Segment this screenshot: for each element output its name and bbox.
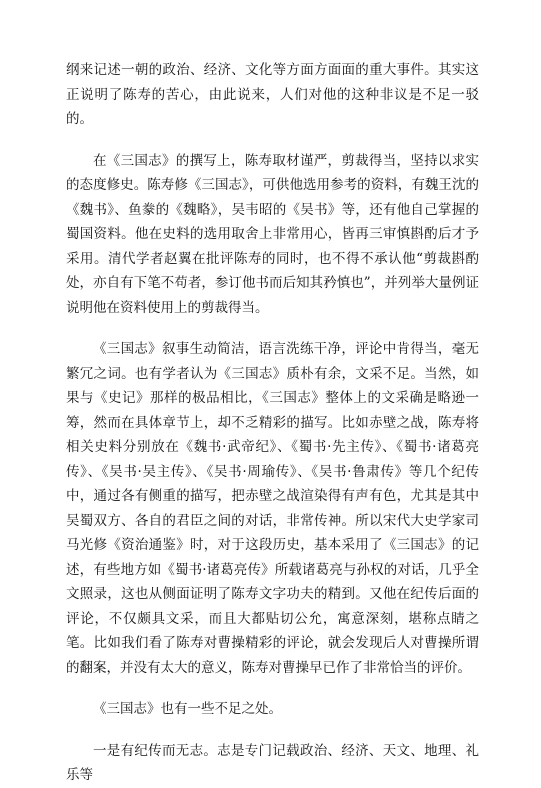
paragraph-gap [66, 722, 479, 739]
paragraph-gap [66, 680, 479, 697]
paragraph-4: 《三国志》也有一些不足之处。 [93, 701, 282, 717]
paragraph-gap [66, 320, 479, 337]
paragraph-gap [66, 132, 479, 149]
paragraph-2: 在《三国志》的撰写上，陈寿取材谨严，剪裁得当，坚持以求实的态度修史。陈寿修《三国志》，可供他选用参考的资料，有魏王沈的《魏书》、鱼豢的《魏略》，吴韦昭的《吴书》等，还有他自己掌握的蜀国资料。他在史料的选用取舍上非常用心，皆再三审慎斟酌后才予采用。清代学者赵翼在批评陈寿的同时，也不得不承认他“剪裁斟酌处，亦自有下笔不苟者，参订他书而后知其矜慎也”，并列举大量例证说明他在资料使用上的剪裁得当。 [66, 152, 479, 316]
paragraph-5: 一是有纪传而无志。志是专门记载政治、经济、天文、地理、礼乐等 [66, 742, 479, 783]
paragraph-1: 纲来记述一朝的政治、经济、文化等方面方面面的重大事件。其实这正说明了陈寿的苦心，由此说来，人们对他的这种非议是不足一驳的。 [66, 62, 479, 127]
paragraph-3: 《三国志》叙事生动简洁，语言洗练干净，评论中肯得当，毫无繁冗之词。也有学者认为《三国志》质朴有余，文采不足。当然，如果与《史记》那样的极品相比，《三国志》整体上的文采确是略逊一筹，然而在具体章节上，却不乏精彩的描写。比如赤壁之战，陈寿将相关史料分别放在《魏书·武帝纪》、《蜀书·先主传》、《蜀书·诸葛亮传》、《吴书·吴主传》、《吴书·周瑜传》、《吴书·鲁肃传》等几个纪传中，通过各有侧重的描写，把赤壁之战渲染得有声有色，尤其是其中吴蜀双方、各自的君臣之间的对话，非常传神。所以宋代大史学家司马光修《资治通鉴》时，对于这段历史，基本采用了《三国志》的记述，有些地方如《蜀书·诸葛亮传》所载诸葛亮与孙权的对话，几乎全文照录，这也从侧面证明了陈寿文字功夫的精到。又他在纪传后面的评论，不仅颇具文采，而且大都贴切公允，寓意深刻，堪称点睛之笔。比如我们看了陈寿对曹操精彩的评论，就会发现后人对曹操所谓的翻案，并没有太大的意义，陈寿对曹操早已作了非常恰当的评价。 [66, 341, 479, 676]
